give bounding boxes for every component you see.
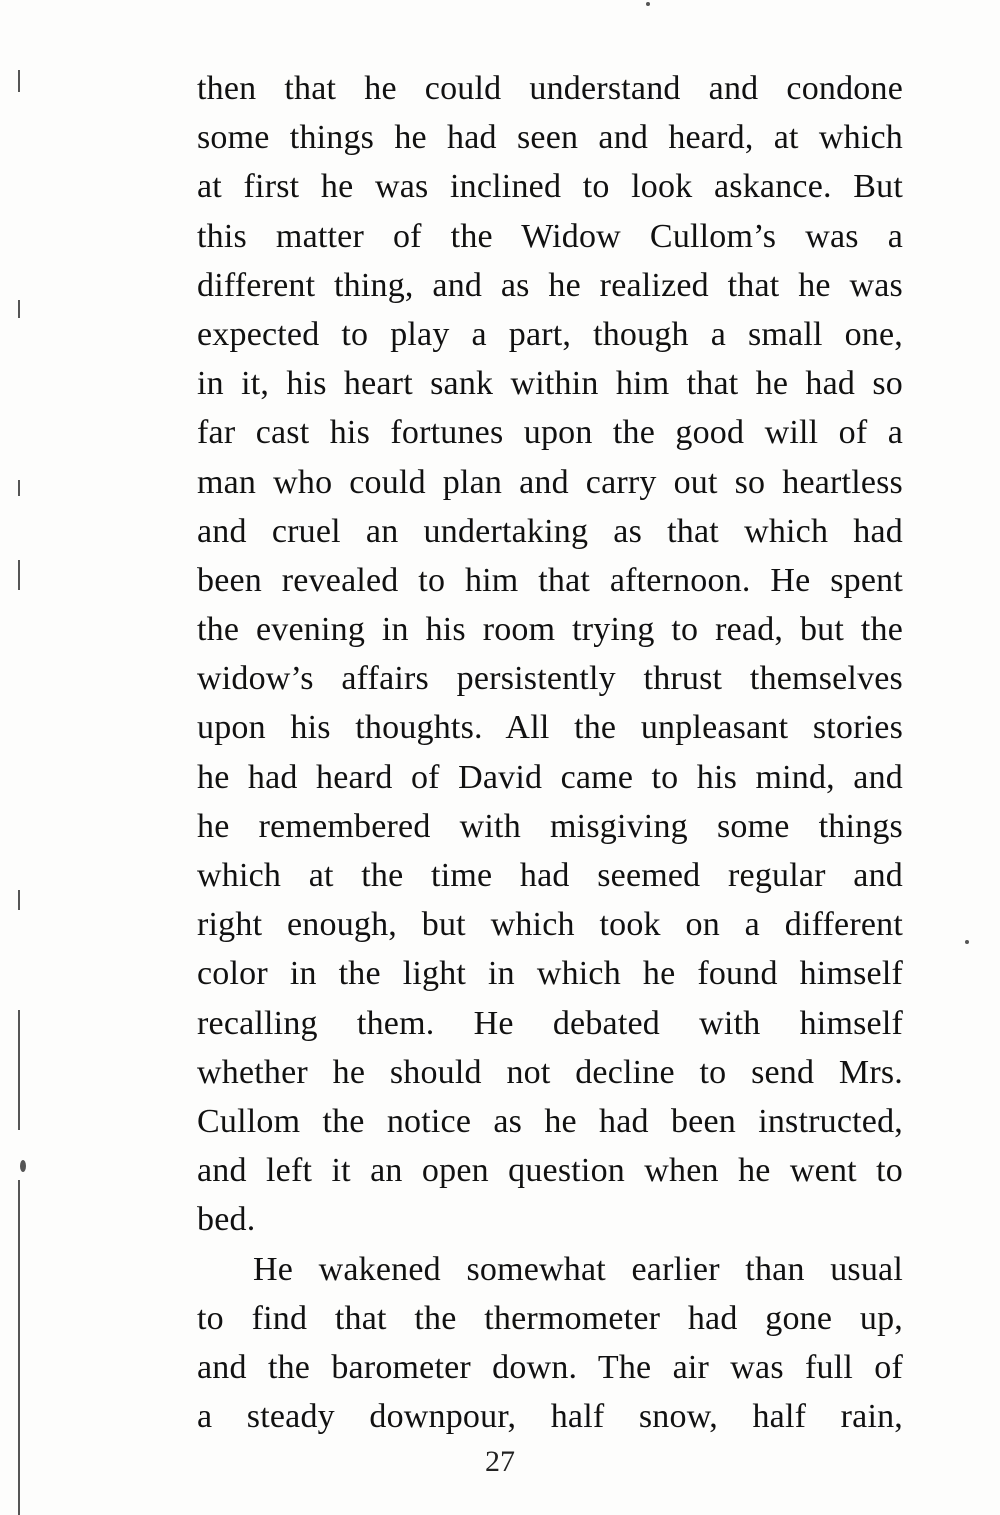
text-line: and cruel an undertaking as that which had	[197, 512, 903, 550]
text-line: upon his thoughts. All the unpleasant stories	[197, 709, 903, 747]
text-line: far cast his fortunes upon the good will of a	[197, 414, 903, 452]
text-line: recalling them. He debated with himself	[197, 1004, 903, 1042]
text-line: been revealed to him that afternoon. He spent	[197, 561, 903, 599]
scan-margin-mark	[18, 1010, 20, 1130]
text-line: he remembered with misgiving some things	[197, 807, 903, 845]
scan-margin-mark	[18, 480, 20, 496]
text-line: Cullom the notice as he had been instructed,	[197, 1102, 903, 1140]
text-line: then that he could understand and condone	[197, 70, 903, 107]
text-line: this matter of the Widow Cullom’s was a	[197, 217, 903, 255]
text-line: some things he had seen and heard, at which	[197, 119, 903, 157]
text-line: and left it an open question when he went to	[197, 1152, 903, 1190]
text-line: widow’s affairs persistently thrust themselves	[197, 660, 903, 698]
text-line: different thing, and as he realized that he was	[197, 266, 903, 304]
scan-speck	[20, 1160, 26, 1172]
text-line: whether he should not decline to send Mrs.	[197, 1053, 903, 1091]
scan-margin-mark	[18, 70, 20, 92]
scan-speck	[646, 2, 650, 6]
text-line: he had heard of David came to his mind, and	[197, 758, 903, 796]
text-line: in it, his heart sank within him that he had so	[197, 365, 903, 403]
text-line: right enough, but which took on a different	[197, 906, 903, 944]
scan-margin-mark	[18, 890, 20, 910]
text-line: the evening in his room trying to read, but the	[197, 611, 903, 649]
text-line: bed.	[197, 1201, 256, 1239]
text-line: which at the time had seemed regular and	[197, 857, 903, 894]
text-line: at first he was inclined to look askance. But	[197, 168, 903, 206]
text-line: color in the light in which he found himself	[197, 955, 903, 993]
body-text	[197, 64, 903, 1441]
text-line: expected to play a part, though a small one,	[197, 315, 903, 353]
scan-margin-mark	[18, 300, 20, 318]
scan-margin-mark	[18, 560, 20, 590]
text-line: He wakened somewhat earlier than usual	[253, 1250, 903, 1288]
page-number: 27	[485, 1445, 515, 1478]
text-line: to find that the thermometer had gone up,	[197, 1299, 903, 1337]
text-line: and the barometer down. The air was full of	[197, 1348, 903, 1386]
text-line: a steady downpour, half snow, half rain,	[197, 1398, 903, 1436]
text-line: man who could plan and carry out so heartless	[197, 463, 903, 501]
scan-speck	[965, 940, 969, 944]
